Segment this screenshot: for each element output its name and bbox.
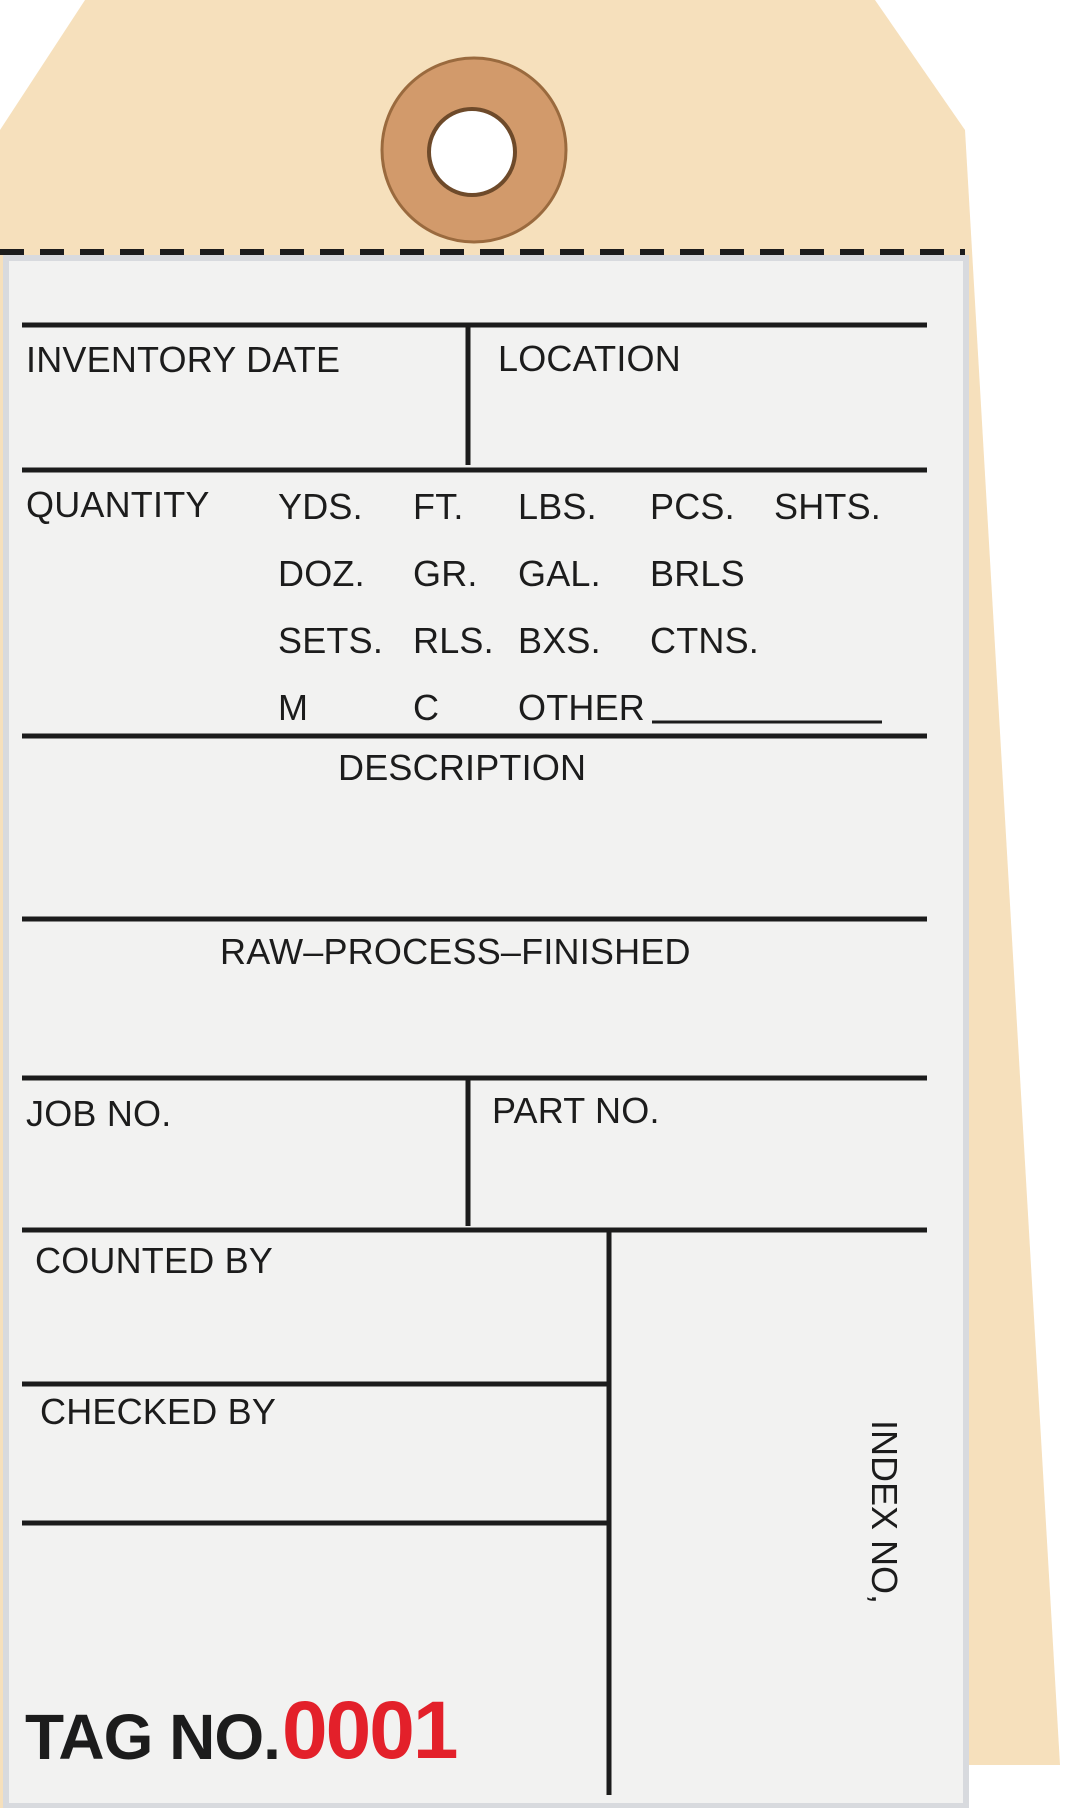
unit-doz: DOZ. [278, 553, 365, 594]
unit-gr: GR. [413, 553, 478, 594]
unit-sets: SETS. [278, 620, 384, 661]
tag-no-label: TAG NO. [25, 1701, 280, 1773]
unit-pcs: PCS. [650, 486, 735, 527]
unit-lbs: LBS. [518, 486, 597, 527]
inventory-date-label: INVENTORY DATE [26, 339, 341, 380]
unit-c: C [413, 687, 440, 728]
index-no-label: INDEX NO, [864, 1420, 905, 1605]
description-label: DESCRIPTION [338, 747, 587, 788]
grommet-icon [382, 58, 566, 242]
unit-other: OTHER [518, 687, 645, 728]
unit-brls: BRLS [650, 553, 745, 594]
unit-rls: RLS. [413, 620, 494, 661]
unit-bxs: BXS. [518, 620, 601, 661]
raw-process-finished-label: RAW–PROCESS–FINISHED [220, 931, 691, 972]
quantity-label: QUANTITY [26, 484, 210, 525]
job-no-label: JOB NO. [26, 1093, 172, 1134]
counted-by-label: COUNTED BY [35, 1240, 274, 1281]
part-no-label: PART NO. [492, 1090, 660, 1131]
tag-number: 0001 [282, 1685, 457, 1776]
unit-m: M [278, 687, 309, 728]
location-label: LOCATION [498, 338, 681, 379]
manila-tag-tail [965, 130, 1060, 1765]
checked-by-label: CHECKED BY [40, 1391, 277, 1432]
unit-ft: FT. [413, 486, 464, 527]
unit-yds: YDS. [278, 486, 363, 527]
unit-ctns: CTNS. [650, 620, 759, 661]
unit-gal: GAL. [518, 553, 601, 594]
unit-shts: SHTS. [774, 486, 882, 527]
